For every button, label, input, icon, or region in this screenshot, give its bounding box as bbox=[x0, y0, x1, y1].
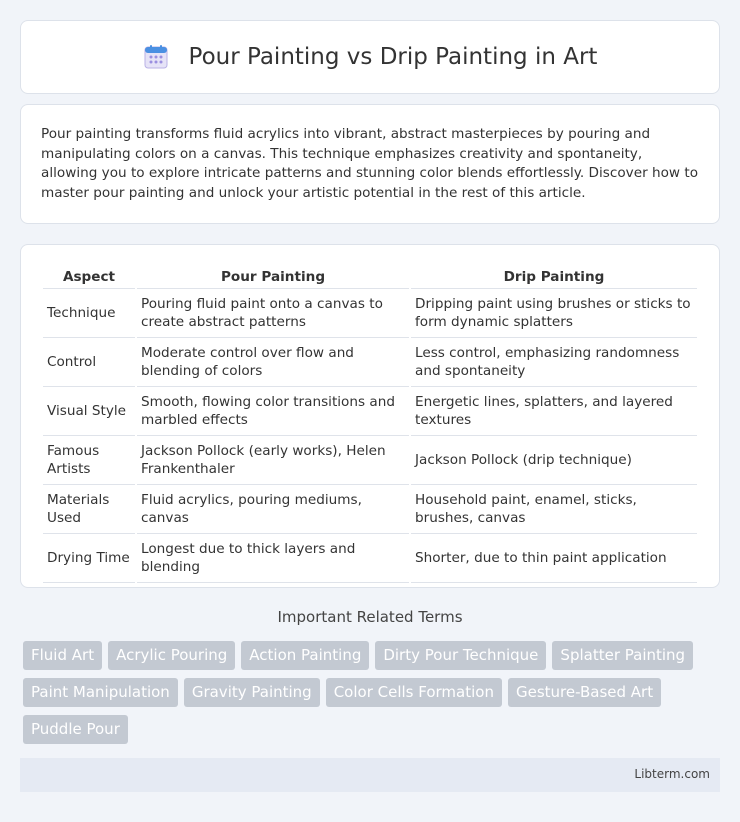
cell-pour: Smooth, flowing color transitions and marbled effects bbox=[137, 387, 409, 436]
tag-gesture-based-art[interactable]: Gesture-Based Art bbox=[508, 678, 661, 707]
cell-aspect: Famous Artists bbox=[43, 436, 135, 485]
cell-drip: Dripping paint using brushes or sticks to form dynamic splatters bbox=[411, 289, 697, 338]
cell-drip: Energetic lines, splatters, and layered textures bbox=[411, 387, 697, 436]
table-row bbox=[43, 289, 697, 338]
footer-site-link[interactable]: Libterm.com bbox=[634, 767, 710, 781]
intro-text: Pour painting transforms fluid acrylics into vibrant, abstract masterpieces by pouring and manipulating colors on a canvas. This technique emphasizes creativity and spontaneity, allowing you to explore intricate patterns and stunning color blends effortlessly. Discover how to master pour painting and unlock your artistic potential in the rest of this article. bbox=[41, 126, 699, 201]
cell-pour: Fluid acrylics, pouring mediums, canvas bbox=[137, 485, 409, 534]
footer bbox=[20, 758, 720, 792]
tag-dirty-pour-technique[interactable]: Dirty Pour Technique bbox=[375, 641, 546, 670]
cell-aspect: Technique bbox=[43, 289, 135, 338]
intro-card bbox=[20, 104, 720, 224]
comparison-table-card bbox=[20, 244, 720, 588]
cell-pour: Longest due to thick layers and blending bbox=[137, 534, 409, 583]
tag-paint-manipulation[interactable]: Paint Manipulation bbox=[23, 678, 178, 707]
table-row bbox=[43, 338, 697, 387]
table-row bbox=[43, 534, 697, 583]
cell-aspect: Drying Time bbox=[43, 534, 135, 583]
tag-color-cells-formation[interactable]: Color Cells Formation bbox=[326, 678, 502, 707]
title-card bbox=[20, 20, 720, 94]
header-pour-painting: Pour Painting bbox=[137, 265, 409, 289]
tag-fluid-art[interactable]: Fluid Art bbox=[23, 641, 102, 670]
cell-pour: Pouring fluid paint onto a canvas to create abstract patterns bbox=[137, 289, 409, 338]
tag-action-painting[interactable]: Action Painting bbox=[241, 641, 369, 670]
cell-aspect: Materials Used bbox=[43, 485, 135, 534]
cell-drip: Shorter, due to thin paint application bbox=[411, 534, 697, 583]
table-row bbox=[43, 485, 697, 534]
cell-aspect: Control bbox=[43, 338, 135, 387]
tag-puddle-pour[interactable]: Puddle Pour bbox=[23, 715, 128, 744]
related-terms-title: Important Related Terms bbox=[277, 608, 463, 626]
cell-drip: Household paint, enamel, sticks, brushes, canvas bbox=[411, 485, 697, 534]
header-aspect: Aspect bbox=[43, 265, 135, 289]
header-drip-painting: Drip Painting bbox=[411, 265, 697, 289]
cell-aspect: Visual Style bbox=[43, 387, 135, 436]
cell-drip: Less control, emphasizing randomness and spontaneity bbox=[411, 338, 697, 387]
cell-pour: Moderate control over flow and blending of colors bbox=[137, 338, 409, 387]
tag-splatter-painting[interactable]: Splatter Painting bbox=[552, 641, 693, 670]
table-row bbox=[43, 387, 697, 436]
tag-acrylic-pouring[interactable]: Acrylic Pouring bbox=[108, 641, 235, 670]
tag-gravity-painting[interactable]: Gravity Painting bbox=[184, 678, 320, 707]
page-title: Pour Painting vs Drip Painting in Art bbox=[188, 44, 598, 70]
related-terms-list bbox=[23, 641, 723, 752]
table-row bbox=[43, 436, 697, 485]
cell-pour: Jackson Pollock (early works), Helen Frankenthaler bbox=[137, 436, 409, 485]
cell-drip: Jackson Pollock (drip technique) bbox=[411, 436, 697, 485]
table-header-row bbox=[43, 265, 697, 289]
calendar-icon bbox=[143, 44, 169, 70]
comparison-table bbox=[41, 265, 699, 583]
